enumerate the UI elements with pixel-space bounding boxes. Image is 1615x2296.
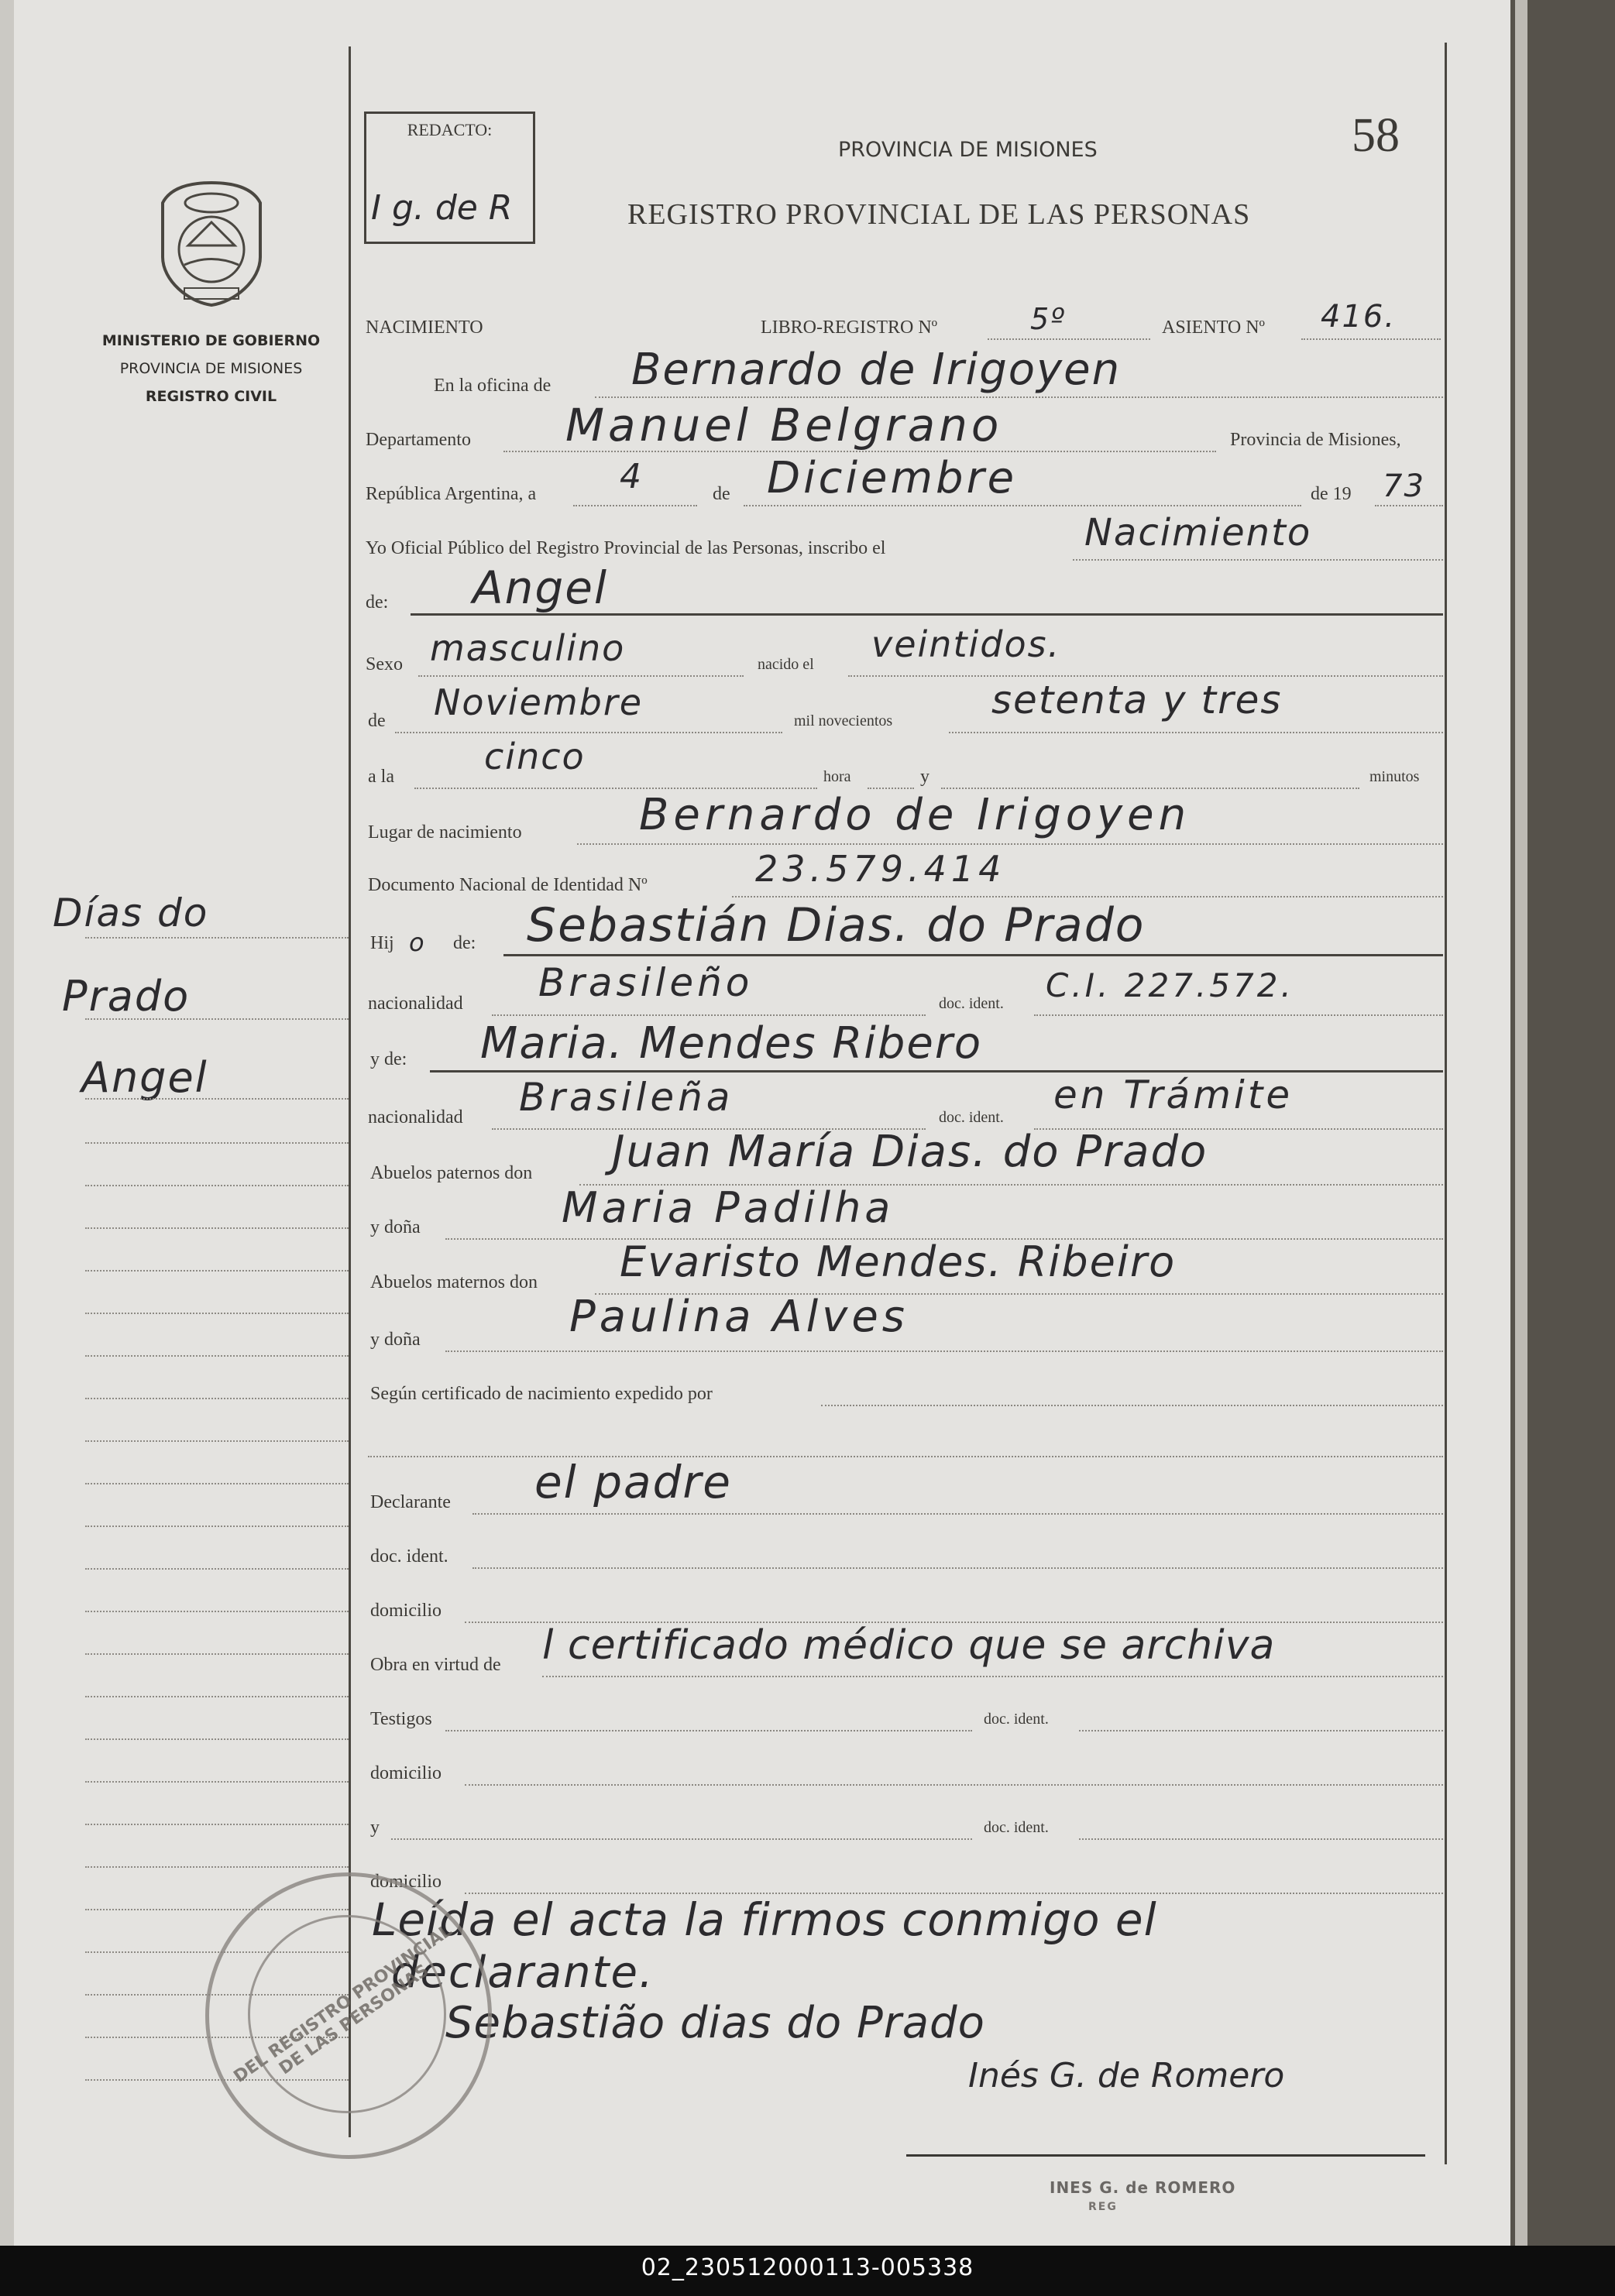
minutos-line [941, 788, 1359, 789]
ministry-heading [85, 327, 337, 410]
oficial-label: Yo Oficial Público del Registro Provincial de las Personas, inscribo el [366, 538, 886, 558]
hijo-suffix: o [409, 928, 426, 957]
officer-stamp-line1: INES G. de ROMERO [1050, 2178, 1236, 2197]
departamento-value: Manuel Belgrano [565, 399, 1003, 451]
padre-value: Sebastián Dias. do Prado [527, 898, 1146, 952]
de-name-label: de: [366, 592, 389, 613]
doc-ident3-line [472, 1567, 1443, 1569]
ministry-line2: PROVINCIA DE MISIONES [119, 360, 303, 377]
margin-rule [85, 1227, 349, 1229]
sexo-label: Sexo [366, 654, 403, 674]
right-column-rule [1445, 43, 1447, 2164]
year-line [1375, 505, 1443, 506]
margin-rule [85, 1313, 349, 1314]
asiento-line [1301, 338, 1441, 340]
ydona-label: y doña [370, 1217, 421, 1237]
padre-nac-line [492, 1014, 926, 1016]
margin-rule [85, 1185, 349, 1186]
departamento-label: Departamento [366, 430, 471, 450]
hora-value: cinco [484, 736, 586, 777]
obra-value: l certificado médico que se archiva [542, 1622, 1276, 1669]
libro-line [988, 338, 1150, 340]
margin-rule [85, 1696, 349, 1697]
name-value: Angel [472, 561, 609, 614]
segun-label: Según certificado de nacimiento expedido por [370, 1384, 713, 1404]
declarante-label: Declarante [370, 1492, 451, 1512]
oficina-label: En la oficina de [434, 376, 552, 396]
testigos-label: Testigos [370, 1709, 432, 1729]
nacido-line [848, 675, 1443, 677]
abuela-pat-value: Maria Padilha [562, 1183, 895, 1232]
testigos-doc-line [1079, 1730, 1443, 1731]
page-number: 58 [1352, 109, 1400, 162]
minutos-label: minutos [1369, 768, 1420, 785]
libro-value: 5º [1030, 302, 1067, 336]
yde-label: y de: [370, 1049, 407, 1069]
signature-officer: Inés G. de Romero [968, 2056, 1285, 2095]
doc-ident3-label: doc. ident. [370, 1546, 448, 1567]
hijo-de-label: de: [453, 933, 476, 953]
domicilio2-line [465, 1784, 1443, 1786]
dni-line [732, 896, 1443, 897]
officer-stamp-line2: REG [1088, 2201, 1118, 2213]
book-edge-highlight [1515, 0, 1527, 2246]
ministry-line3: REGISTRO CIVIL [145, 388, 277, 405]
y-label: y [920, 767, 929, 787]
oficina-value: Bernardo de Irigoyen [631, 345, 1122, 395]
margin-rule [85, 1440, 349, 1442]
anio-nac-value: setenta y tres [991, 678, 1283, 722]
margin-rule [85, 1018, 349, 1020]
oficial-value: Nacimiento [1084, 511, 1312, 554]
de2-label: de [368, 711, 386, 731]
margin-rule [85, 1866, 349, 1868]
left-column-rule [349, 46, 351, 2137]
lugar-line [577, 843, 1443, 845]
margin-rule [85, 1483, 349, 1484]
margin-note-line1: Días do [53, 891, 209, 935]
registry-title: REGISTRO PROVINCIAL DE LAS PERSONAS [627, 198, 1251, 231]
nacido-value: veintidos. [871, 623, 1061, 665]
obra-label: Obra en virtud de [370, 1655, 501, 1675]
redacto-value: I g. de R [371, 188, 513, 228]
nacionalidad2-label: nacionalidad [368, 1107, 463, 1127]
doc-ident-label: doc. ident. [939, 995, 1004, 1012]
ala-label: a la [368, 767, 394, 787]
segun-line2 [368, 1456, 1443, 1457]
margin-note-line2: Prado [62, 972, 191, 1021]
month-line [744, 505, 1301, 506]
closing-line2: declarante. [391, 1948, 655, 1998]
y2-line [391, 1838, 972, 1840]
registry-stamp-text: DEL REGISTRO PROVINCIAL DE LAS PERSONAS [230, 1920, 456, 2087]
abuelos-pat-label: Abuelos paternos don [370, 1163, 533, 1183]
dni-value: 23.579.414 [755, 848, 1006, 890]
testigos-line [445, 1730, 972, 1731]
closing-line1: Leída el acta la firmos conmigo el [372, 1893, 1157, 1946]
domicilio3-label: domicilio [370, 1872, 442, 1892]
oficial-line [1073, 559, 1443, 561]
margin-rule [85, 1653, 349, 1655]
file-id: 02_230512000113-005338 [641, 2254, 974, 2281]
margin-rule [85, 1270, 349, 1272]
nacimiento-label: NACIMIENTO [366, 317, 483, 338]
republica-label: República Argentina, a [366, 484, 537, 504]
padre-line [503, 954, 1443, 956]
day-value: 4 [620, 457, 643, 496]
y2-label: y [370, 1817, 380, 1838]
redacto-box [364, 112, 535, 244]
ydona2-label: y doña [370, 1330, 421, 1350]
declarante-value: el padre [534, 1456, 732, 1508]
margin-rule [85, 1526, 349, 1527]
padre-nac-value: Brasileño [538, 960, 754, 1005]
signature-stroke [906, 2154, 1425, 2157]
margin-rule [85, 1355, 349, 1357]
obra-line [542, 1676, 1443, 1677]
de-label: de [713, 484, 730, 504]
margin-rule [85, 1824, 349, 1825]
nacido-label: nacido el [758, 656, 814, 673]
margin-rule [85, 937, 349, 939]
year-label: de 19 [1311, 484, 1352, 504]
dni-label: Documento Nacional de Identidad Nº [368, 875, 648, 895]
declarante-line [472, 1513, 1443, 1515]
hora-y-line [868, 788, 914, 789]
margin-note-line3: Angel [81, 1053, 208, 1102]
redacto-label: REDACTO: [407, 120, 493, 139]
margin-rule [85, 1398, 349, 1399]
doc-ident2-label: doc. ident. [939, 1109, 1004, 1126]
sexo-line [418, 675, 744, 677]
domicilio2-label: domicilio [370, 1763, 442, 1783]
margin-rule [85, 1611, 349, 1612]
binding-edge [0, 0, 14, 2246]
madre-nac-value: Brasileña [519, 1075, 734, 1120]
coat-of-arms-icon [153, 180, 270, 307]
lugar-label: Lugar de nacimiento [368, 822, 522, 843]
segun-line [821, 1405, 1443, 1406]
hora-line [414, 788, 817, 789]
signature-declarante: Sebastião dias do Prado [445, 1998, 985, 2048]
lugar-value: Bernardo de Irigoyen [639, 790, 1191, 840]
libro-label: LIBRO-REGISTRO Nº [761, 317, 938, 338]
doc-ident5-label: doc. ident. [984, 1819, 1049, 1836]
domicilio-label: domicilio [370, 1601, 442, 1621]
madre-value: Maria. Mendes Ribero [480, 1018, 983, 1069]
nacionalidad-label: nacionalidad [368, 994, 463, 1014]
mes-nac-value: Noviembre [434, 681, 644, 723]
sexo-value: masculino [430, 627, 626, 669]
day-line [573, 505, 697, 506]
padre-doc-value: C.I. 227.572. [1046, 966, 1294, 1004]
margin-rule [85, 1098, 349, 1100]
oficina-line [595, 396, 1443, 398]
margin-rule [85, 1781, 349, 1783]
abuelos-mat-label: Abuelos maternos don [370, 1272, 538, 1292]
anio-nac-line [949, 732, 1443, 733]
hora-label: hora [823, 768, 851, 785]
year-value: 73 [1383, 468, 1425, 504]
registry-stamp [205, 1872, 492, 2159]
y2-doc-line [1079, 1838, 1443, 1840]
abuelo-pat-value: Juan María Dias. do Prado [612, 1127, 1208, 1177]
hijo-label: Hij [370, 933, 394, 953]
abuelo-mat-value: Evaristo Mendes. Ribeiro [620, 1237, 1177, 1286]
madre-doc-value: en Trámite [1053, 1072, 1294, 1117]
doc-ident4-label: doc. ident. [984, 1711, 1049, 1728]
padre-doc-line [1034, 1014, 1443, 1016]
asiento-value: 416. [1321, 299, 1397, 335]
ministry-line1: MINISTERIO DE GOBIERNO [101, 332, 321, 349]
margin-rule [85, 1142, 349, 1144]
abuela-mat-value: Paulina Alves [569, 1292, 909, 1342]
month-value: Diciembre [767, 453, 1018, 503]
asiento-label: ASIENTO Nº [1162, 317, 1265, 338]
margin-rule [85, 1568, 349, 1570]
mes-nac-line [395, 732, 782, 733]
province-heading: PROVINCIA DE MISIONES [838, 138, 1098, 162]
mil-label: mil novecientos [794, 712, 893, 729]
abuela-mat-line [445, 1350, 1443, 1352]
provincia-label: Provincia de Misiones, [1230, 430, 1401, 450]
margin-rule [85, 1738, 349, 1740]
